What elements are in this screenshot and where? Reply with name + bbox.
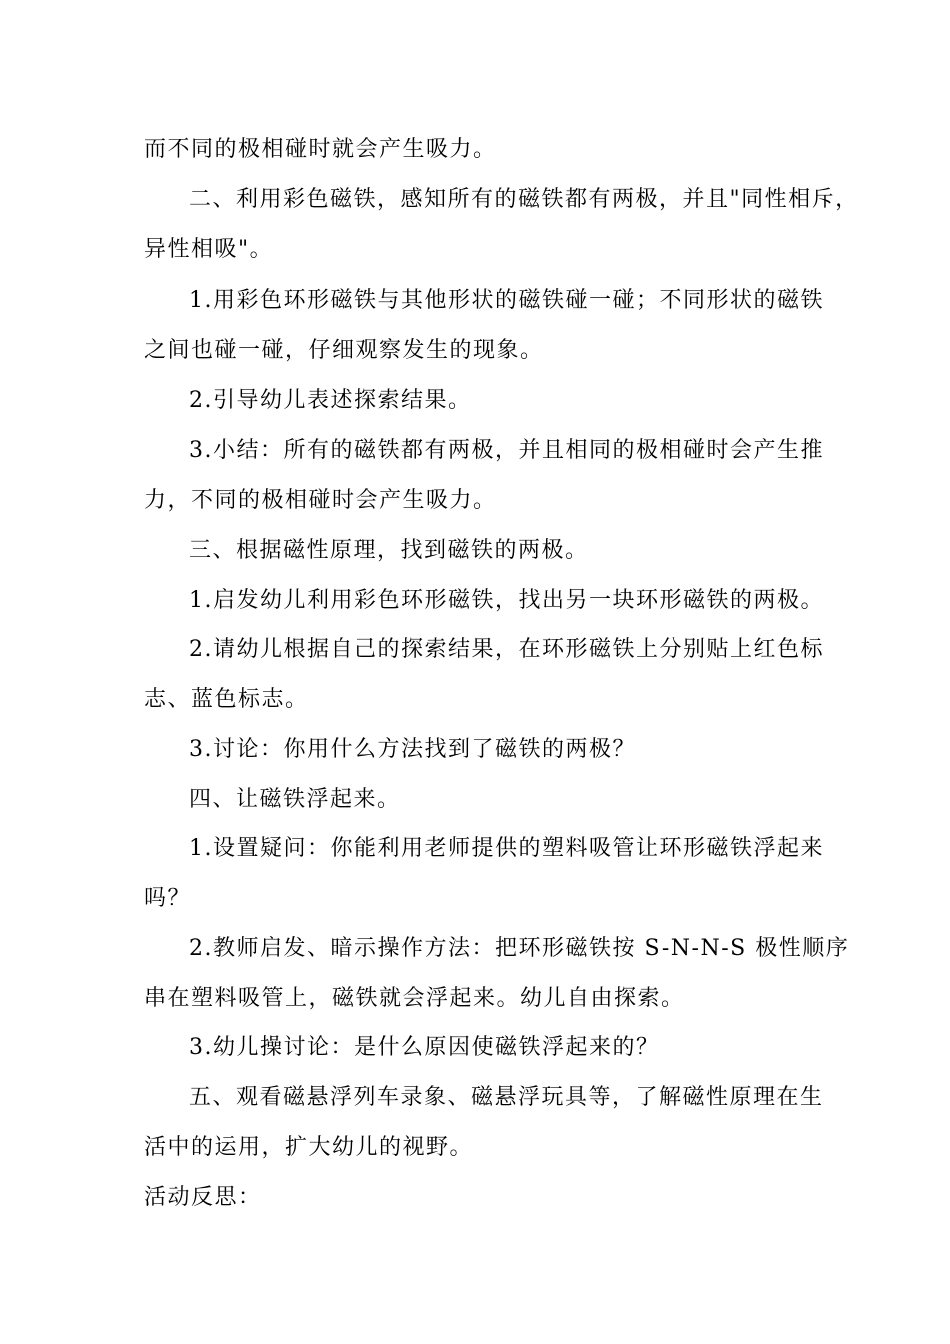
text-line: 而不同的极相碰时就会产生吸力。 bbox=[144, 137, 497, 162]
text-line: 之间也碰一碰，仔细观察发生的现象。 bbox=[144, 338, 544, 363]
text-line: 活中的运用，扩大幼儿的视野。 bbox=[144, 1135, 474, 1160]
text-line: 三、根据磁性原理，找到磁铁的两极。 bbox=[189, 538, 589, 563]
text-line: 串在塑料吸管上，磁铁就会浮起来。幼儿自由探索。 bbox=[144, 986, 685, 1011]
text-line: 3.幼儿操讨论：是什么原因使磁铁浮起来的？ bbox=[189, 1035, 660, 1060]
text-line: 3.小结：所有的磁铁都有两极，并且相同的极相碰时会产生推 bbox=[189, 438, 824, 463]
text-line: 1.用彩色环形磁铁与其他形状的磁铁碰一碰；不同形状的磁铁 bbox=[189, 288, 824, 313]
text-line: 五、观看磁悬浮列车录象、磁悬浮玩具等，了解磁性原理在生 bbox=[189, 1085, 824, 1110]
text-line: 吗？ bbox=[144, 886, 192, 911]
text-line: 异性相吸"。 bbox=[144, 237, 274, 262]
text-line: 1.设置疑问：你能利用老师提供的塑料吸管让环形磁铁浮起来 bbox=[189, 836, 824, 861]
text-line: 二、利用彩色磁铁，感知所有的磁铁都有两极，并且"同性相斥， bbox=[189, 187, 859, 212]
text-line: 1.启发幼儿利用彩色环形磁铁，找出另一块环形磁铁的两极。 bbox=[189, 588, 824, 613]
text-line: 志、蓝色标志。 bbox=[144, 687, 309, 712]
section-heading: 活动反思： bbox=[144, 1185, 262, 1210]
text-line: 2.引导幼儿表述探索结果。 bbox=[189, 388, 472, 413]
text-line: 2.教师启发、暗示操作方法：把环形磁铁按 S-N-N-S 极性顺序 bbox=[189, 936, 850, 961]
text-line: 3.讨论：你用什么方法找到了磁铁的两极？ bbox=[189, 737, 636, 762]
text-line: 2.请幼儿根据自己的探索结果，在环形磁铁上分别贴上红色标 bbox=[189, 637, 824, 662]
text-line: 力，不同的极相碰时会产生吸力。 bbox=[144, 488, 497, 513]
text-line: 四、让磁铁浮起来。 bbox=[189, 787, 401, 812]
